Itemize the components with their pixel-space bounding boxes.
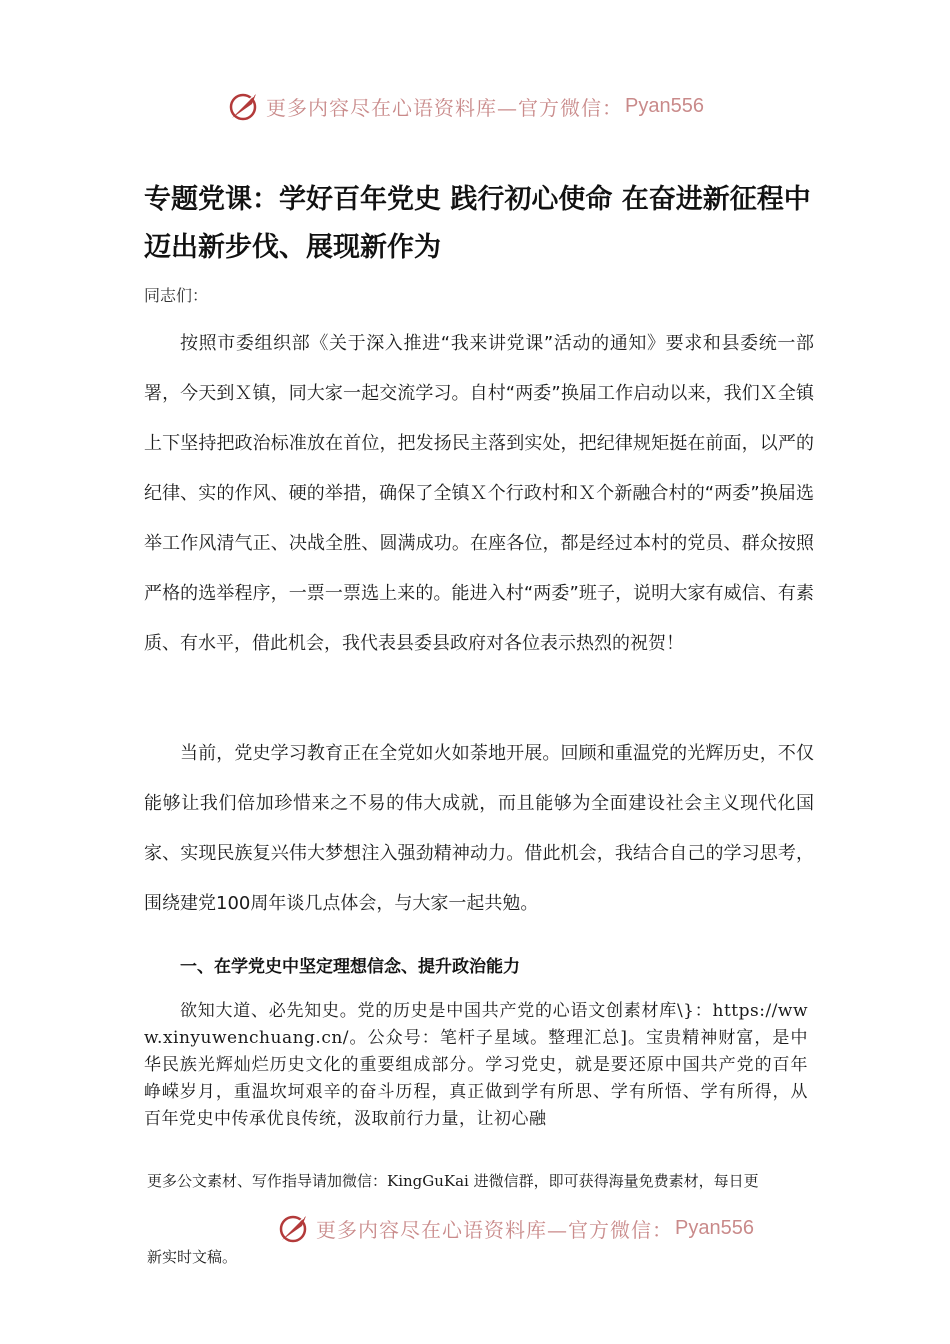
paragraph-1: 按照市委组织部《关于深入推进“我来讲党课”活动的通知》要求和县委统一部署，今天到Ｘ镇，同大家一起交流学习。自村“两委”换届工作启动以来，我们Ｘ全镇上下坚持把政治标准放在首位，把发扬民主落到实处，把纪律规矩挺在前面，以严的纪律、实的作风、硬的举措，确保了全镇Ｘ个行政村和Ｘ个新融合村的“两委”换届选举工作风清气正、决战全胜、圆满成功。在座各位，都是经过本村的党员、群众按照严格的选举程序，一票一票选上来的。能进入村“两委”班子，说明大家有威信、有素质、有水平，借此机会，我代表县委县政府对各位表示热烈的祝贺！ xyxy=(144,333,814,654)
document-title: 专题党课：学好百年党史 践行初心使命 在奋进新征程中迈出新步伐、展现新作为 xyxy=(144,184,811,263)
greeting: 同志们： xyxy=(144,286,209,305)
footer-note-line-2: 新实时文稿。 xyxy=(147,1248,238,1266)
watermark-wechat-id: Pyan556 xyxy=(675,1216,754,1239)
quill-circle-logo-icon xyxy=(226,88,262,124)
footer-note-line-1: 更多公文素材、写作指导请加微信：KingGuKai 进微信群，即可获得海量免费素材，每日更 xyxy=(147,1172,759,1190)
watermark-banner-top xyxy=(226,86,704,126)
watermark-text: 更多内容尽在心语资料库—官方微信： xyxy=(316,1217,673,1242)
watermark-text: 更多内容尽在心语资料库—官方微信： xyxy=(266,95,623,120)
section-paragraph: 欲知大道、必先知史。党的历史是中国共产党的心语文创素材库\}：https://www.xinyuwenchuang.cn/。公众号：笔杆子星域。整理汇总]。宝贵精神财富，是中华民族光辉灿烂历史文化的重要组成部分。学习党史，就是要还原中国共产党的百年峥嵘岁月，重温坎坷艰辛的奋斗历程，真正做到学有所思、学有所悟、学有所得，从百年党史中传承优良传统，汲取前行力量，让初心融 xyxy=(144,1001,808,1129)
paragraph-2: 当前，党史学习教育正在全党如火如荼地开展。回顾和重温党的光辉历史，不仅能够让我们倍加珍惜来之不易的伟大成就，而且能够为全面建设社会主义现代化国家、实现民族复兴伟大梦想注入强劲精神动力。借此机会，我结合自己的学习思考，围绕建党100周年谈几点体会，与大家一起共勉。 xyxy=(144,743,814,914)
watermark-banner-bottom xyxy=(276,1208,754,1248)
watermark-wechat-id: Pyan556 xyxy=(625,94,704,117)
quill-circle-logo-icon xyxy=(276,1210,312,1246)
section-heading: 一、在学党史中坚定理想信念、提升政治能力 xyxy=(180,957,520,977)
